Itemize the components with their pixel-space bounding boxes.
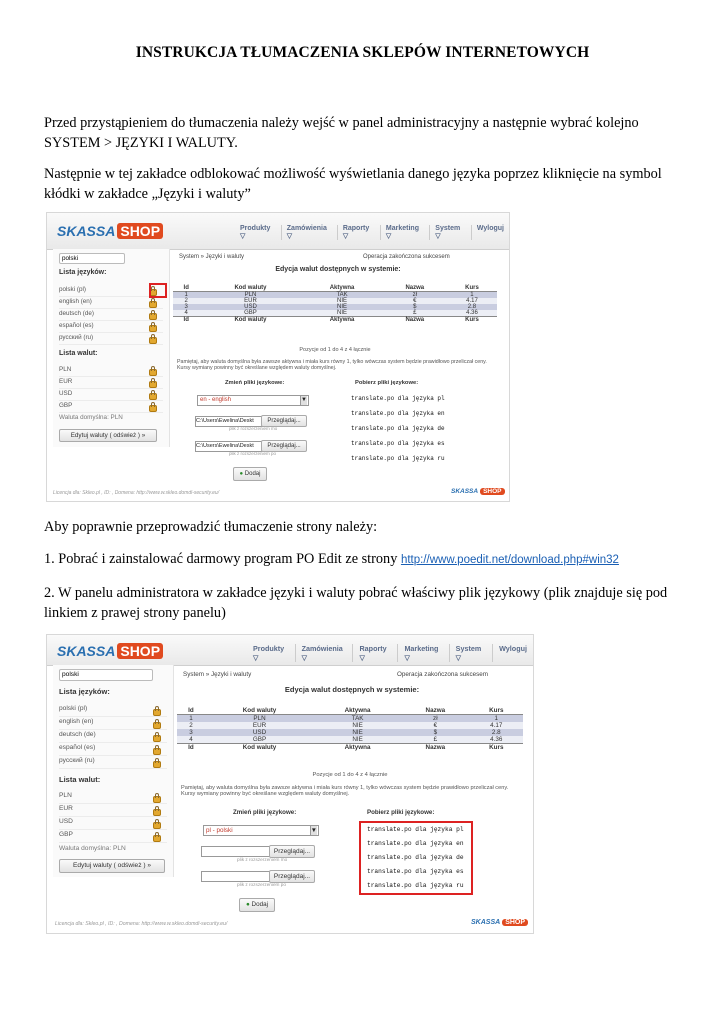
download-files-label: Pobierz pliki językowe: (367, 809, 435, 816)
cell-active: TAK (314, 715, 401, 723)
languages-header: Lista języków: (59, 687, 110, 696)
table-row[interactable] (177, 736, 523, 744)
currency-row (59, 831, 167, 843)
cell-id: 2 (177, 722, 205, 729)
language-name: deutsch (de) (59, 310, 95, 317)
currency-table (177, 707, 523, 751)
cell-name: zł (401, 715, 470, 723)
cell-rate: 2.8 (447, 304, 497, 310)
breadcrumb: System » Języki i waluty (179, 254, 245, 260)
lock-icon[interactable] (153, 709, 161, 716)
language-select[interactable]: polski (59, 253, 125, 264)
translate-link-en[interactable]: translate.po dla języka en (367, 840, 464, 847)
languages-header: Lista języków: (59, 269, 107, 276)
currency-name: PLN (59, 792, 72, 799)
main-menu (247, 644, 533, 662)
sidebar (53, 249, 170, 447)
translation-links (345, 391, 465, 481)
file-path-input-1[interactable]: C:\Users\Ewelina\Deskt (195, 416, 263, 427)
top-bar (47, 635, 533, 666)
translate-link-de[interactable]: translate.po dla języka de (367, 854, 464, 861)
breadcrumb: System » Języki i waluty (183, 671, 252, 678)
default-currency: Waluta domyślna: PLN (59, 845, 126, 852)
sidebar (53, 665, 174, 877)
col-name: Nazwa (383, 285, 447, 292)
lock-icon[interactable] (149, 313, 157, 320)
currency-row (59, 390, 163, 401)
table-row[interactable] (177, 729, 523, 736)
file-hint-2: plik z rozszerzeniem po (237, 882, 286, 887)
unlock-paragraph: Następnie w tej zakładce odblokować możliwość wyświetlania danego języka poprzez kliknięcie na symbol kłódki w zakładce „Języki i waluty” (44, 166, 662, 202)
foot-rate: Kurs (447, 317, 497, 324)
currency-name: PLN (59, 366, 72, 373)
skassa-logo (57, 643, 163, 659)
cell-code: GBP (205, 736, 314, 744)
cell-rate: 2.8 (470, 729, 523, 736)
table-title: Edycja walut dostępnych w systemie: (275, 266, 401, 273)
step-1 (44, 549, 684, 570)
cell-name: £ (383, 310, 447, 317)
menu-zamowienia[interactable]: Zamówienia ▽ (282, 225, 338, 240)
currencies-header: Lista walut: (59, 775, 101, 784)
download-files-label: Pobierz pliki językowe: (355, 380, 419, 386)
screenshot-panel-2 (46, 634, 534, 934)
add-button[interactable] (239, 898, 275, 912)
cell-name: zł (383, 292, 447, 299)
language-row (59, 731, 167, 743)
footer-logo-shop: SHOP (480, 488, 504, 495)
poedit-link[interactable]: http://www.poedit.net/download.php#win32 (400, 554, 619, 566)
edit-currencies-button[interactable]: Edytuj waluty ( odśwież ) » (59, 429, 157, 442)
cell-code: PLN (205, 715, 314, 723)
currencies-header: Lista walut: (59, 350, 98, 357)
highlight-lock-box (149, 283, 167, 298)
success-message: Operacja zakończona sukcesem (397, 671, 489, 678)
cell-rate: 4.17 (447, 298, 497, 304)
foot-code: Kod waluty (205, 744, 314, 752)
footer-logo (451, 488, 505, 495)
translation-links (361, 823, 471, 893)
file-path-input-2[interactable]: C:\Users\Ewelina\Deskt (195, 441, 263, 452)
lock-icon[interactable] (149, 405, 157, 412)
browse-button-1[interactable]: Przeglądaj... (261, 415, 307, 427)
foot-id: Id (173, 317, 199, 324)
cell-name: $ (383, 304, 447, 310)
currency-note: Pamiętaj, aby waluta domyślna była zawsze aktywna i miała kurs równy 1, tylko wówczas system będzie prawidłowo przeliczał ceny. Kursy wymiany powinny być określane względem waluty domyślnej. (181, 785, 509, 798)
language-name: русский (ru) (59, 334, 94, 341)
language-name: русский (ru) (59, 757, 95, 764)
language-file-dropdown[interactable]: en - english ▼ (197, 395, 309, 406)
translate-link-es[interactable]: translate.po dla języka es (367, 868, 464, 875)
col-code: Kod waluty (205, 707, 314, 715)
currency-row (59, 818, 167, 830)
lock-icon[interactable] (149, 301, 157, 308)
language-row (59, 322, 163, 333)
change-files-label: Zmień pliki językowe: (225, 380, 285, 386)
menu-produkty[interactable]: Produkty ▽ (235, 225, 282, 240)
cell-code: PLN (199, 292, 301, 299)
translate-link-ru[interactable]: translate.po dla języka ru (367, 882, 464, 889)
cell-rate: 4.36 (470, 736, 523, 744)
add-label: Dodaj (251, 901, 268, 908)
cell-rate: 1 (470, 715, 523, 723)
lock-icon[interactable] (149, 393, 157, 400)
lock-icon[interactable] (149, 369, 157, 376)
browse-button-2[interactable]: Przeglądaj... (269, 870, 315, 883)
cell-name: $ (401, 729, 470, 736)
add-icon: ● (239, 471, 244, 477)
foot-name: Nazwa (383, 317, 447, 324)
browse-button-2[interactable]: Przeglądaj... (261, 440, 307, 452)
file-path-input-2[interactable] (201, 871, 271, 882)
lock-icon[interactable] (153, 835, 161, 842)
cell-id: 3 (173, 304, 199, 310)
col-rate: Kurs (447, 285, 497, 292)
footer-logo-shop: SHOP (502, 919, 528, 926)
menu-raporty[interactable]: Raporty ▽ (338, 225, 381, 240)
add-label: Dodaj (244, 471, 261, 477)
positions-info: Pozycje od 1 do 4 z 4 łącznie (299, 347, 371, 353)
add-button[interactable] (233, 467, 267, 481)
currency-note: Pamiętaj, aby waluta domyślna była zawsze aktywna i miała kurs równy 1, tylko wówczas system będzie prawidłowo przeliczał ceny. Kursy wymiany powinny być określane względem waluty domyślnej. (177, 359, 487, 372)
menu-wyloguj[interactable]: Wyloguj (476, 225, 504, 232)
cell-code: EUR (205, 722, 314, 729)
success-message: Operacja zakończona sukcesem (363, 254, 450, 260)
document-title: INSTRUKCJA TŁUMACZENIA SKLEPÓW INTERNETOWYCH (135, 44, 590, 61)
footer-logo-text: SKASSA (471, 919, 501, 926)
browse-button-1[interactable]: Przeglądaj... (269, 845, 315, 858)
col-active: Aktywna (314, 707, 401, 715)
menu-raporty[interactable]: Raporty ▽ (353, 644, 398, 662)
cell-active: NIE (301, 298, 382, 304)
menu-zamowienia[interactable]: Zamówienia ▽ (296, 644, 354, 662)
lock-icon[interactable] (153, 761, 161, 768)
translate-link-de[interactable]: translate.po dla języka de (351, 425, 445, 432)
foot-name: Nazwa (401, 744, 470, 752)
footer-logo (471, 919, 528, 926)
cell-id: 2 (173, 298, 199, 304)
table-row[interactable] (177, 722, 523, 729)
lock-icon[interactable] (153, 722, 161, 729)
skassa-logo (57, 223, 163, 239)
foot-rate: Kurs (470, 744, 523, 752)
cell-id: 4 (177, 736, 205, 744)
currency-row (59, 366, 163, 377)
translate-link-en[interactable]: translate.po dla języka en (351, 410, 445, 417)
cell-code: USD (199, 304, 301, 310)
col-id: Id (177, 707, 205, 715)
currency-row (59, 378, 163, 389)
currency-name: EUR (59, 378, 73, 385)
add-icon: ● (245, 901, 250, 908)
cell-name: € (383, 298, 447, 304)
positions-info: Pozycje od 1 do 4 z 4 łącznie (312, 772, 388, 778)
lock-icon[interactable] (149, 381, 157, 388)
cell-active: NIE (314, 722, 401, 729)
col-name: Nazwa (401, 707, 470, 715)
file-path-input-1[interactable] (201, 846, 271, 857)
language-row (59, 286, 163, 297)
language-row (59, 757, 167, 769)
table-title: Edycja walut dostępnych w systemie: (284, 685, 420, 694)
foot-code: Kod waluty (199, 317, 301, 324)
language-row (59, 705, 167, 717)
currency-name: USD (59, 818, 73, 825)
language-name: español (es) (59, 322, 94, 329)
cell-rate: 4.36 (447, 310, 497, 317)
cell-id: 1 (173, 292, 199, 299)
translate-link-pl[interactable]: translate.po dla języka pl (367, 826, 464, 833)
table-row[interactable] (177, 715, 523, 723)
license-footer: Licencja dla: Skleo.pl , ID: , Domena: http://www.w.skleo.domdi-security.eu/ (53, 490, 220, 496)
language-select[interactable]: polski (59, 669, 153, 681)
col-code: Kod waluty (199, 285, 301, 292)
currency-row (59, 402, 163, 413)
lock-icon[interactable] (149, 337, 157, 344)
foot-active: Aktywna (314, 744, 401, 752)
language-row (59, 310, 163, 321)
cell-active: NIE (301, 310, 382, 317)
cell-id: 3 (177, 729, 205, 736)
language-name: english (en) (59, 718, 94, 725)
currency-name: GBP (59, 831, 73, 838)
translate-link-ru[interactable]: translate.po dla języka ru (351, 455, 445, 462)
currency-table (173, 285, 497, 323)
main-menu (235, 225, 509, 240)
menu-produkty[interactable]: Produkty ▽ (247, 644, 296, 662)
cell-code: USD (205, 729, 314, 736)
language-name: español (es) (59, 744, 96, 751)
menu-system[interactable]: System ▽ (430, 225, 472, 240)
cell-code: EUR (199, 298, 301, 304)
language-name: english (en) (59, 298, 92, 305)
language-name: deutsch (de) (59, 731, 96, 738)
translate-link-es[interactable]: translate.po dla języka es (351, 440, 445, 447)
screenshot-panel-1 (46, 212, 510, 502)
menu-marketing[interactable]: Marketing ▽ (381, 225, 430, 240)
lock-icon[interactable] (153, 748, 161, 755)
logo-shop: SHOP (117, 643, 163, 659)
currency-name: GBP (59, 402, 73, 409)
cell-code: GBP (199, 310, 301, 317)
currency-name: USD (59, 390, 73, 397)
edit-currencies-button[interactable]: Edytuj waluty ( odśwież ) » (59, 859, 165, 873)
lock-icon[interactable] (153, 809, 161, 816)
cell-name: € (401, 722, 470, 729)
logo-shop: SHOP (117, 223, 163, 239)
cell-name: £ (401, 736, 470, 744)
logo-text: SKASSA (57, 643, 116, 659)
language-file-dropdown[interactable]: pl - polski ▼ (203, 825, 319, 836)
cell-rate: 1 (447, 292, 497, 299)
cell-active: NIE (314, 736, 401, 744)
step-2: 2. W panelu administratora w zakładce języki i waluty pobrać właściwy plik językowy (plik znajduje się pod linkiem z prawej strony panelu) (44, 585, 668, 621)
lock-icon[interactable] (153, 796, 161, 803)
intro-paragraph: Przed przystąpieniem do tłumaczenia należy wejść w panel administracyjny a następnie wybrać kolejno SYSTEM > JĘZYKI I WALUTY. (44, 115, 639, 151)
currency-row (59, 792, 167, 804)
logo-text: SKASSA (57, 223, 116, 239)
footer-logo-text: SKASSA (451, 488, 479, 495)
language-name: polski (pl) (59, 705, 88, 712)
lock-icon[interactable] (153, 735, 161, 742)
cell-active: NIE (301, 304, 382, 310)
col-rate: Kurs (470, 707, 523, 715)
lock-icon[interactable] (153, 822, 161, 829)
foot-active: Aktywna (301, 317, 382, 324)
language-row (59, 334, 163, 345)
steps-intro: Aby poprawnie przeprowadzić tłumaczenie strony należy: (44, 519, 378, 535)
col-id: Id (173, 285, 199, 292)
language-row (59, 298, 163, 309)
cell-id: 1 (177, 715, 205, 723)
default-currency: Waluta domyślna: PLN (59, 414, 123, 421)
lock-icon[interactable] (149, 325, 157, 332)
cell-rate: 4.17 (470, 722, 523, 729)
cell-active: TAK (301, 292, 382, 299)
currency-row (59, 805, 167, 817)
file-hint-1: plik z rozszerzeniem mo (229, 426, 278, 431)
cell-id: 4 (173, 310, 199, 317)
file-hint-2: plik z rozszerzeniem po (229, 451, 277, 456)
menu-marketing[interactable]: Marketing ▽ (398, 644, 449, 662)
language-name: polski (pl) (59, 286, 86, 293)
table-footer-row (173, 317, 497, 324)
menu-system[interactable]: System ▽ (450, 644, 494, 662)
table-footer-row (177, 744, 523, 752)
foot-id: Id (177, 744, 205, 752)
top-bar (47, 213, 509, 250)
cell-active: NIE (314, 729, 401, 736)
language-row (59, 718, 167, 730)
col-active: Aktywna (301, 285, 382, 292)
file-hint-1: plik z rozszerzeniem mo (237, 857, 288, 862)
translate-link-pl[interactable]: translate.po dla języka pl (351, 395, 445, 402)
language-row (59, 744, 167, 756)
menu-wyloguj[interactable]: Wyloguj (499, 644, 527, 653)
change-files-label: Zmień pliki językowe: (233, 809, 297, 816)
license-footer: Licencja dla: Skleo.pl , ID: , Domena: http://www.w.skleo.domdi-security.eu/ (55, 921, 228, 927)
step-1-text: 1. Pobrać i zainstalować darmowy program PO Edit ze strony (44, 551, 398, 567)
currency-name: EUR (59, 805, 73, 812)
